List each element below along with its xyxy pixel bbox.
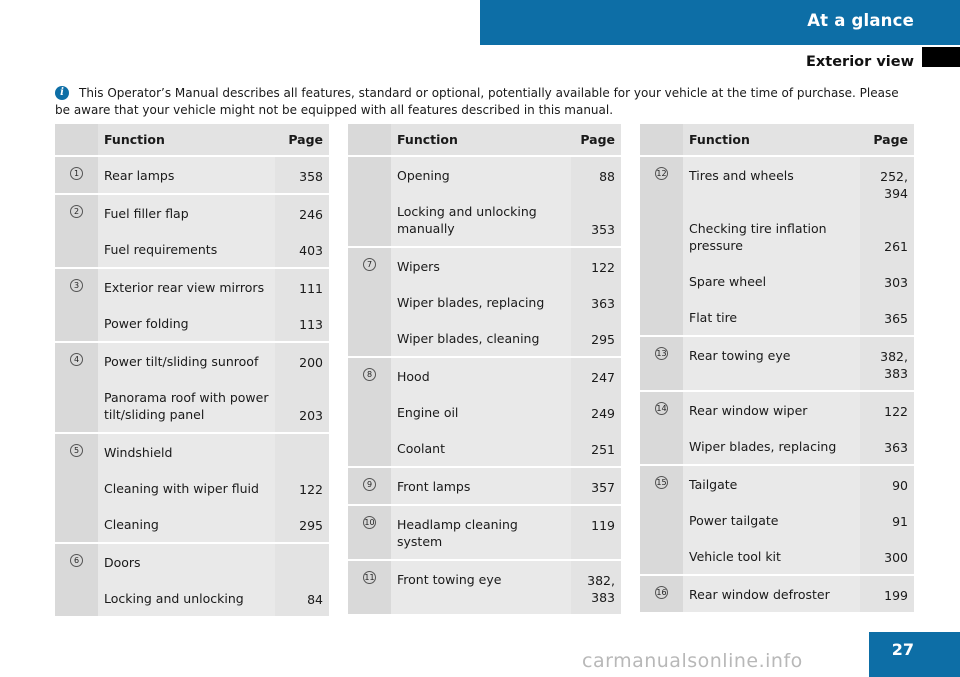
function-cell <box>391 320 571 357</box>
function-cell <box>98 433 275 470</box>
page-cell <box>860 391 914 428</box>
function-text: Rear window wiper <box>689 403 808 418</box>
function-cell <box>683 391 860 428</box>
item-number-badge: 11 <box>364 573 375 582</box>
page-text: 90 <box>892 478 908 493</box>
function-cell <box>98 156 275 194</box>
item-number-badge: 8 <box>363 368 376 381</box>
info-note-text: This Operator’s Manual describes all features, standard or optional, potentially available for your vehicle at the time of purchase. Please be aware that your vehicle might not be equipped with all features described in this manual. <box>55 86 899 117</box>
page-cell <box>571 156 621 193</box>
page-text: 249 <box>591 406 615 421</box>
table-row <box>348 357 621 394</box>
function-text: Coolant <box>397 441 445 456</box>
table-row <box>348 505 621 560</box>
function-text: Flat tire <box>689 310 738 325</box>
function-text: Opening <box>397 168 450 183</box>
page-text: 295 <box>591 332 615 347</box>
page-cell <box>275 231 329 268</box>
page-cell <box>571 247 621 284</box>
function-cell <box>391 467 571 505</box>
function-text: Front lamps <box>397 479 471 494</box>
function-cell <box>98 543 275 580</box>
function-text: Checking tire inflation pressure <box>689 221 827 253</box>
item-number-badge: 2 <box>70 205 83 218</box>
table-row <box>55 342 329 379</box>
item-number <box>348 247 391 357</box>
page-text: 358 <box>299 169 323 184</box>
table-row <box>55 543 329 580</box>
function-cell <box>98 506 275 543</box>
page-cell <box>275 580 329 616</box>
function-table-1 <box>55 124 329 616</box>
item-number <box>640 336 683 391</box>
item-number-badge: 6 <box>70 554 83 567</box>
function-cell <box>391 394 571 430</box>
function-cell <box>391 284 571 320</box>
page-text: 261 <box>884 239 908 254</box>
table-row <box>640 156 914 210</box>
page-text: 119 <box>591 518 615 533</box>
number-header <box>348 124 391 156</box>
function-cell <box>391 560 571 614</box>
section-title: At a glance <box>807 11 914 30</box>
function-table-3 <box>640 124 914 612</box>
page-cell <box>571 430 621 467</box>
page-text: 382, 383 <box>880 349 908 381</box>
function-cell <box>683 502 860 538</box>
table-row <box>640 575 914 612</box>
page-text: 84 <box>307 592 323 607</box>
function-text: Fuel requirements <box>104 242 218 257</box>
table-row <box>348 156 621 193</box>
page-cell <box>275 305 329 342</box>
item-number <box>640 465 683 575</box>
function-text: Wiper blades, replacing <box>397 295 545 310</box>
function-text: Rear towing eye <box>689 348 791 363</box>
function-text: Locking and unlocking <box>104 591 244 606</box>
page-text: 199 <box>884 588 908 603</box>
page-cell <box>860 428 914 465</box>
page-cell <box>571 284 621 320</box>
function-cell <box>683 538 860 575</box>
page-cell <box>860 210 914 263</box>
function-text: Exterior rear view mirrors <box>104 280 265 295</box>
function-text: Tailgate <box>689 477 738 492</box>
function-text: Vehicle tool kit <box>689 549 781 564</box>
item-number-badge: 15 <box>656 478 667 487</box>
page-cell <box>571 394 621 430</box>
function-text: Doors <box>104 555 141 570</box>
page-text: 252, 394 <box>880 169 908 201</box>
table-header-row <box>55 124 329 156</box>
table-row <box>55 156 329 194</box>
page-header: Page <box>860 124 914 156</box>
function-text: Hood <box>397 369 430 384</box>
page-text: 113 <box>299 317 323 332</box>
page-text: 353 <box>591 222 615 237</box>
table-row <box>348 560 621 614</box>
function-text: Panorama roof with power tilt/sliding panel <box>104 390 269 422</box>
corner-marker <box>922 47 960 67</box>
item-number <box>348 156 391 247</box>
item-number <box>348 505 391 560</box>
item-number <box>55 543 98 616</box>
page-text <box>281 434 323 453</box>
item-number <box>348 560 391 614</box>
page-text: 122 <box>884 404 908 419</box>
function-header: Function <box>98 124 275 156</box>
function-text: Wiper blades, cleaning <box>397 331 540 346</box>
item-number <box>55 194 98 268</box>
page-number-box <box>869 632 960 677</box>
page-cell <box>860 336 914 391</box>
function-cell <box>391 156 571 193</box>
table-row <box>348 467 621 505</box>
page-cell <box>571 193 621 247</box>
page-cell <box>571 505 621 560</box>
function-cell <box>98 305 275 342</box>
function-header: Function <box>391 124 571 156</box>
function-text: Locking and unlocking manually <box>397 204 537 236</box>
page-cell <box>275 433 329 470</box>
item-number-badge: 13 <box>656 349 667 358</box>
page-cell <box>860 502 914 538</box>
page-text: 247 <box>591 370 615 385</box>
table-row <box>348 247 621 284</box>
table-row <box>640 465 914 502</box>
watermark: carmanualsonline.info <box>582 650 803 672</box>
item-number <box>640 391 683 465</box>
page-cell <box>571 560 621 614</box>
function-cell <box>391 193 571 247</box>
subsection-title: Exterior view <box>806 54 914 70</box>
page-text: 251 <box>591 442 615 457</box>
page-text <box>281 544 323 563</box>
table-header-row <box>640 124 914 156</box>
function-cell <box>391 357 571 394</box>
page-text: 91 <box>892 514 908 529</box>
function-text: Spare wheel <box>689 274 767 289</box>
function-text: Power tailgate <box>689 513 779 528</box>
function-text: Tires and wheels <box>689 168 794 183</box>
function-text: Wiper blades, replacing <box>689 439 837 454</box>
function-cell <box>98 470 275 506</box>
page-text: 295 <box>299 518 323 533</box>
page-cell <box>275 470 329 506</box>
page-cell <box>860 575 914 612</box>
item-number-badge: 7 <box>363 258 376 271</box>
function-text: Cleaning <box>104 517 159 532</box>
page-cell <box>275 342 329 379</box>
number-header <box>640 124 683 156</box>
page-text: 300 <box>884 550 908 565</box>
function-cell <box>98 231 275 268</box>
table-header-row <box>348 124 621 156</box>
table-row <box>55 194 329 231</box>
page-cell <box>275 194 329 231</box>
info-icon: i <box>55 86 69 100</box>
function-text: Rear window defroster <box>689 587 830 602</box>
table-row <box>640 391 914 428</box>
function-cell <box>98 379 275 433</box>
page-cell <box>860 538 914 575</box>
page-cell <box>275 156 329 194</box>
function-text: Headlamp cleaning system <box>397 517 518 549</box>
item-number-badge: 12 <box>656 169 667 178</box>
function-cell <box>98 342 275 379</box>
item-number-badge: 9 <box>363 478 376 491</box>
item-number-badge: 5 <box>70 444 83 457</box>
item-number <box>640 575 683 612</box>
page-header: Page <box>275 124 329 156</box>
page-cell <box>275 543 329 580</box>
function-cell <box>683 575 860 612</box>
page-cell <box>275 506 329 543</box>
function-cell <box>683 156 860 210</box>
page-text: 122 <box>591 260 615 275</box>
item-number <box>55 433 98 543</box>
function-cell <box>683 299 860 336</box>
page-text: 111 <box>299 281 323 296</box>
item-number <box>348 467 391 505</box>
function-cell <box>683 336 860 391</box>
item-number-badge: 4 <box>70 353 83 366</box>
page-text: 88 <box>599 169 615 184</box>
page-text: 363 <box>884 440 908 455</box>
page-number: 27 <box>891 640 914 659</box>
info-note <box>55 85 915 119</box>
page-text: 122 <box>299 482 323 497</box>
function-table-2 <box>348 124 621 614</box>
table-row <box>55 268 329 305</box>
page-text: 403 <box>299 243 323 258</box>
function-cell <box>98 580 275 616</box>
page-text: 357 <box>591 480 615 495</box>
function-cell <box>391 247 571 284</box>
function-cell <box>683 465 860 502</box>
function-text: Wipers <box>397 259 440 274</box>
item-number <box>55 268 98 342</box>
function-cell <box>98 268 275 305</box>
page-cell <box>860 156 914 210</box>
page-cell <box>571 357 621 394</box>
function-cell <box>391 430 571 467</box>
page-cell <box>275 379 329 433</box>
page-cell <box>860 263 914 299</box>
page-cell <box>571 320 621 357</box>
function-cell <box>391 505 571 560</box>
page-cell <box>571 467 621 505</box>
page-header: Page <box>571 124 621 156</box>
page-cell <box>860 299 914 336</box>
item-number <box>55 156 98 194</box>
page-text: 382, 383 <box>587 573 615 605</box>
item-number-badge: 1 <box>70 167 83 180</box>
page-text: 303 <box>884 275 908 290</box>
number-header <box>55 124 98 156</box>
function-header: Function <box>683 124 860 156</box>
page-text: 203 <box>299 408 323 423</box>
function-text: Windshield <box>104 445 173 460</box>
item-number <box>348 357 391 467</box>
item-number-badge: 16 <box>656 588 667 597</box>
item-number <box>640 156 683 336</box>
function-cell <box>683 428 860 465</box>
page-text: 365 <box>884 311 908 326</box>
function-text: Cleaning with wiper fluid <box>104 481 259 496</box>
function-text: Fuel filler flap <box>104 206 189 221</box>
page-cell <box>275 268 329 305</box>
function-cell <box>683 263 860 299</box>
page-cell <box>860 465 914 502</box>
function-cell <box>683 210 860 263</box>
page-text: 200 <box>299 355 323 370</box>
item-number-badge: 10 <box>364 518 375 527</box>
function-text: Engine oil <box>397 405 459 420</box>
table-row <box>55 433 329 470</box>
page-text: 246 <box>299 207 323 222</box>
table-row <box>640 336 914 391</box>
function-text: Power folding <box>104 316 189 331</box>
page-text: 363 <box>591 296 615 311</box>
item-number-badge: 14 <box>656 404 667 413</box>
item-number-badge: 3 <box>70 279 83 292</box>
item-number <box>55 342 98 433</box>
function-text: Power tilt/sliding sunroof <box>104 354 259 369</box>
function-cell <box>98 194 275 231</box>
function-text: Rear lamps <box>104 168 175 183</box>
function-text: Front towing eye <box>397 572 502 587</box>
